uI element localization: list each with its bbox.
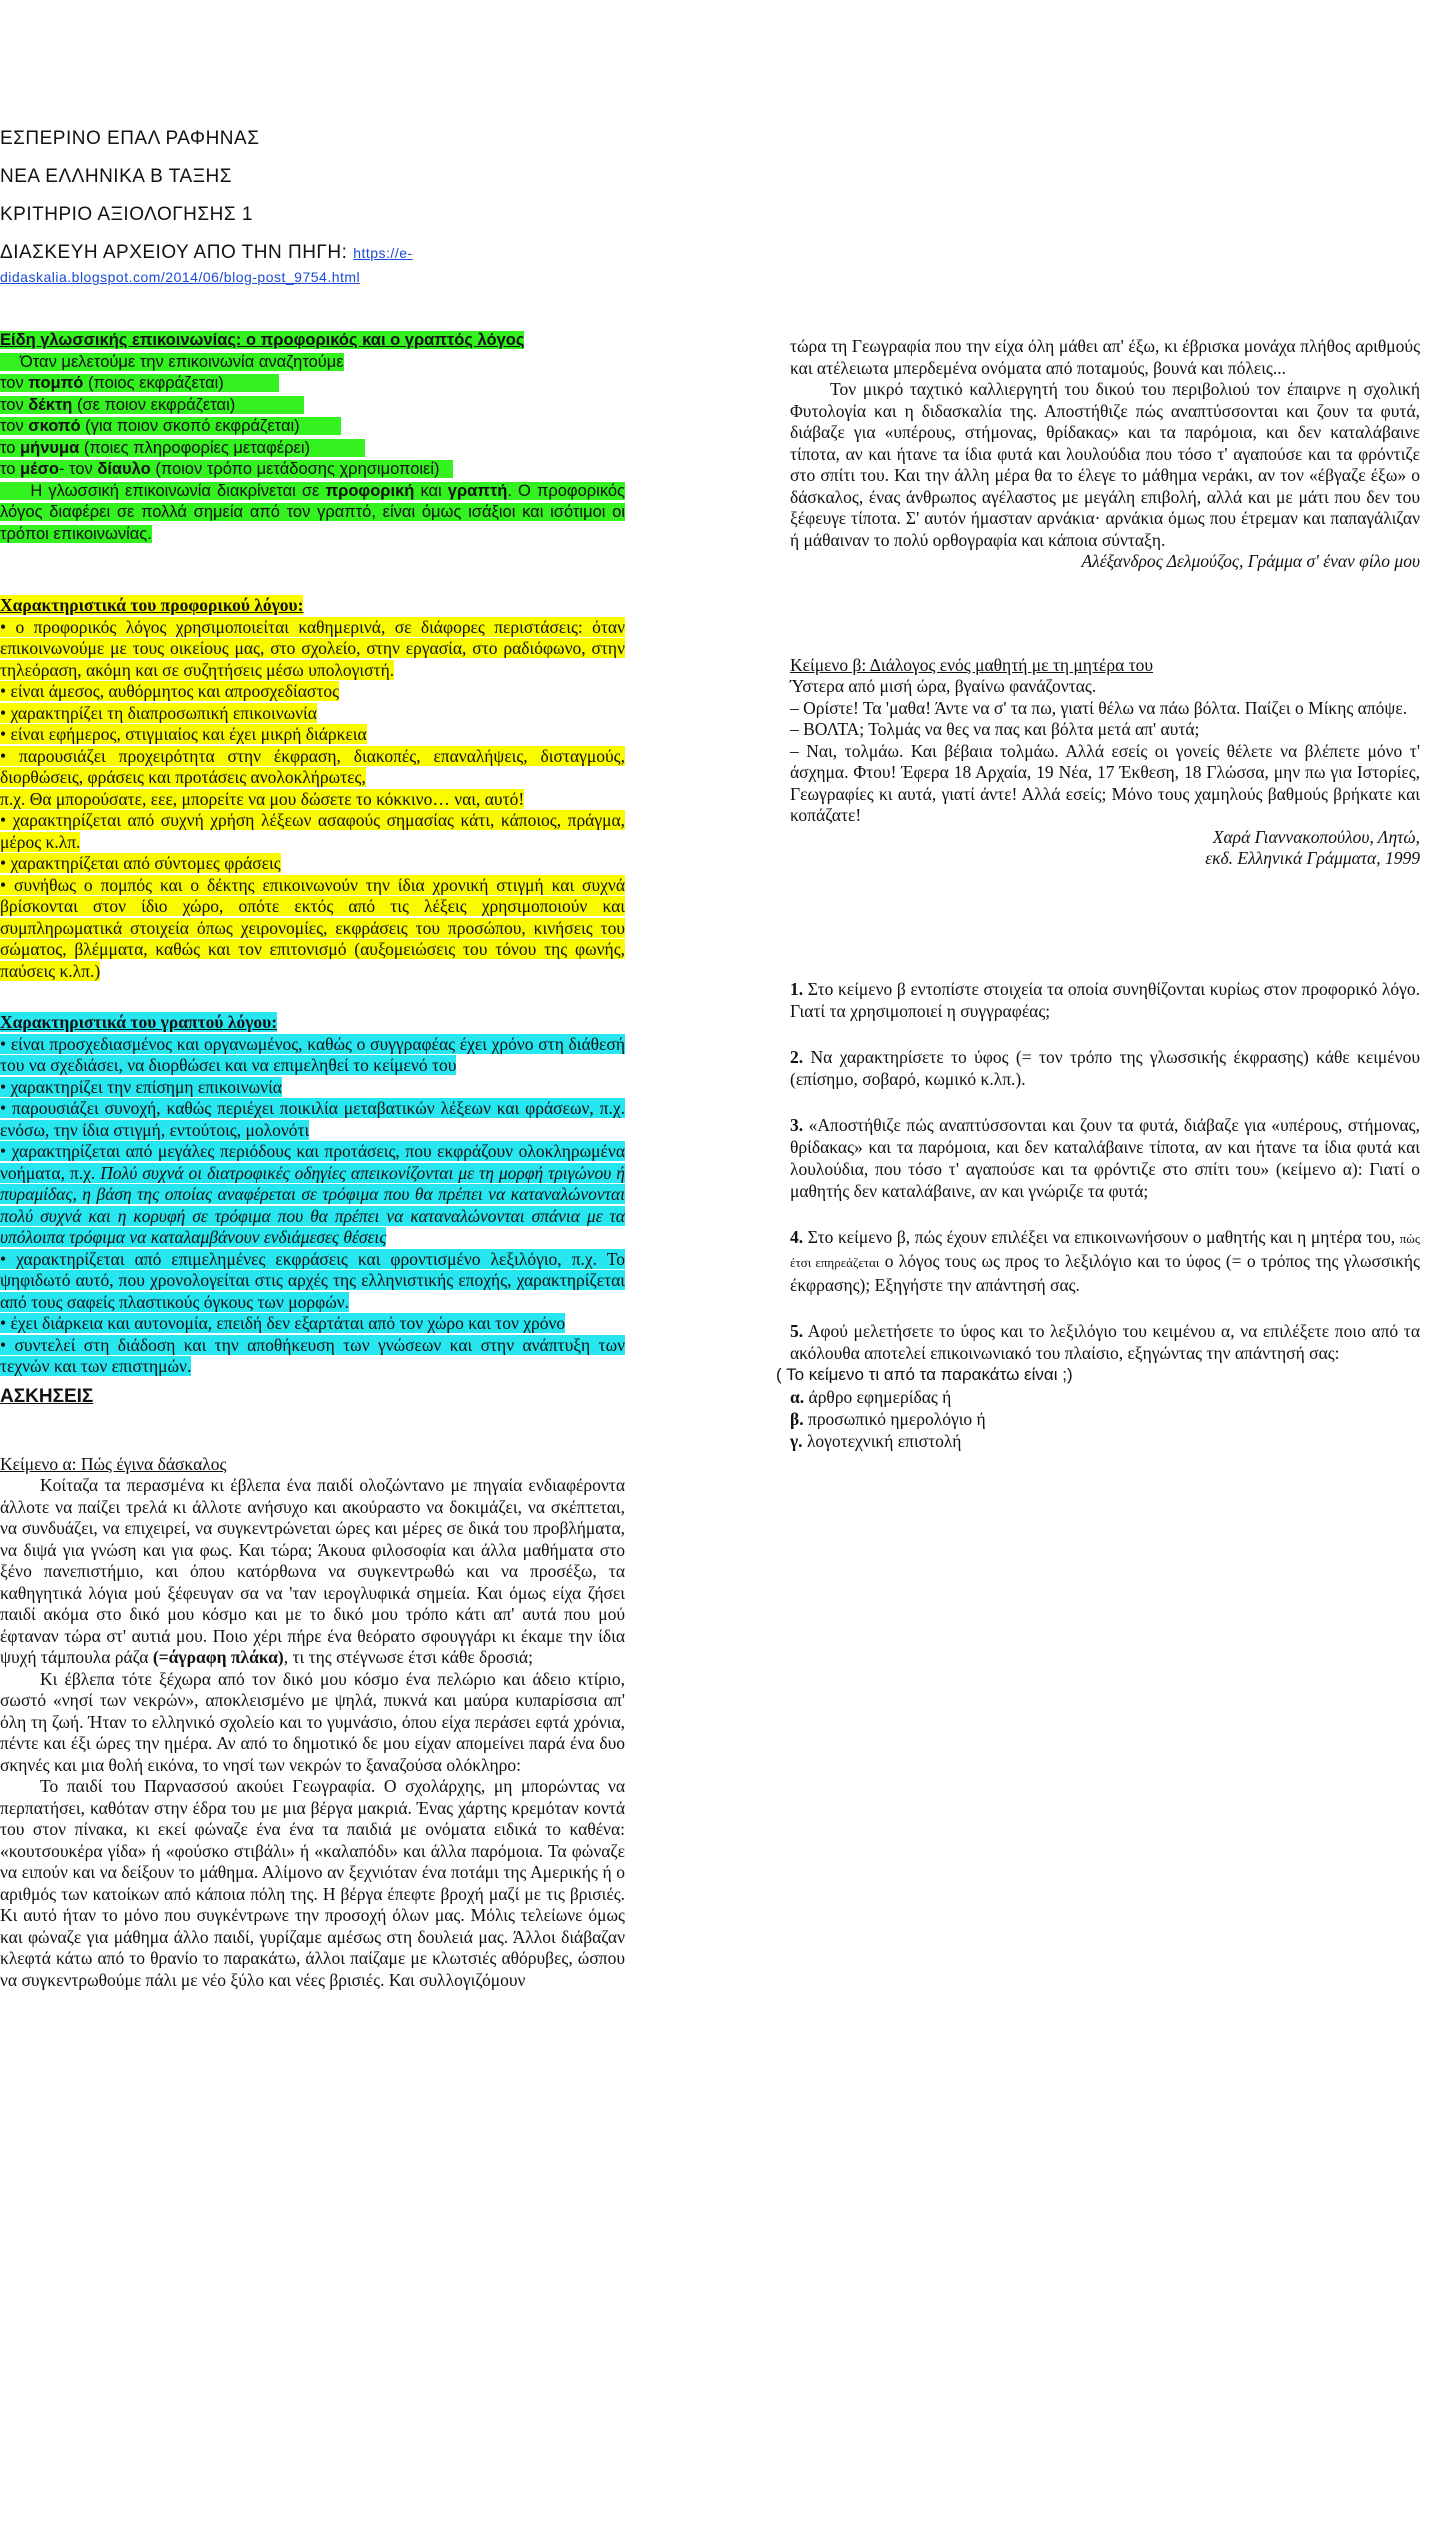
text-b-title: Κείμενο β: Διάλογος ενός μαθητή με τη μητέρα του [790, 654, 1154, 675]
written-item: • χαρακτηρίζει την επίσημη επικοινωνία [0, 1076, 282, 1097]
source-line [0, 242, 760, 264]
oral-item: • ο προφορικός λόγος χρησιμοποιείται καθημερινά, σε διάφορες περιστάσεις: όταν επικοινωνούμε με τους οικείους μας, στο σχολείο, στην εργασία, στο ραδιόφωνο, στην τηλεόραση, ακόμη και σε συζητήσεις μέσω υπολογιστή. [0, 616, 625, 680]
text-a-author: Αλέξανδρος Δελμούζος, Γράμμα σ' έναν φίλο μου [1081, 551, 1420, 571]
dialogue-line: – Ναι, τολμάω. Και βέβαια τολμάω. Αλλά εσείς οι γονείς θέλετε να βλέπετε μόνο τ' άσχημα. Φτου! Έφερα 18 Αρχαία, 19 Νέα, 17 Έκθεση, 18 Γλώσσα, μην πω για Ιστορίες, Γεωγραφίες κι αυτά, γιατί άντε! Αλλά εσείς; Μόνο τους χαμηλούς βαθμούς βρήκατε και κοπάζατε! [790, 740, 1420, 825]
oral-item: • παρουσιάζει προχειρότητα στην έκφραση, διακοπές, επαναλήψεις, δισταγμούς, διορθώσεις, φράσεις και προτάσεις ανολοκλήρωτες, [0, 745, 625, 787]
yellow-section [0, 595, 625, 982]
green-line-skopos: τον σκοπό (για ποιον σκοπό εκφράζεται) [0, 417, 341, 435]
source-link-cont [0, 266, 760, 288]
test-title: ΚΡΙΤΗΡΙΟ ΑΞΙΟΛΟΓΗΣΗΣ 1 [0, 204, 253, 225]
question-3: 3. «Αποστήθιζε πώς αναπτύσσονται και ζουν τα φυτά, διάβαζε για «υπέρους, στήμονας, θρίδακας» και τα παρόμοια, και δεν καταλάβαινε τίποτα, αν και ήτανε τα ίδια φυτά και λουλούδια, που τόσο τ' αγαπούσε και τα φρόντιζε στο σπίτι του» (κείμενο α): Γιατί ο μαθητής δεν καταλάβαινε, αν και γνώριζε τα φυτά; [790, 1114, 1420, 1201]
oral-item: • συνήθως ο πομπός και ο δέκτης επικοινωνούν την ίδια χρονική στιγμή και συχνά βρίσκονται στον ίδιο χώρο, οπότε εκτός από τις λέξεις χρησιμοποιούν και συμπληρωματικά στοιχεία όπως χειρονομίες, εκφράσεις του προσώπου, κινήσεις του σώματος, βλέμματα, καθώς και τον επιτονισμό (αυξομειώσεις του τόνου της φωνής, παύσεις κ.λπ.) [0, 874, 625, 981]
text-a-paragraph-3: Το παιδί του Παρνασσού ακούει Γεωγραφία. Ο σχολάρχης, μη μπορώντας να περπατήσει, καθόταν στην έδρα του με μια βέργα μακριά. Ένας χάρτης κρεμόταν κοντά του στον πίνακα, κι εκεί φώναζε ένα ένα τα παιδιά με ονόματα ειδικά το καθένα: «κουτσουκέρα γίδα» ή «φούσκο στιβάλι» ή «καλαπόδι» και άλλα παρόμοια. Τα φώναζε να ειπούν και να δείξουν το μάθημα. Αλίμονο αν ξεχνιόταν ένα ποτάμι της Αμερικής ή ο αριθμός των κατοίκων από κάποια πόλη της. Η βέργα έπεφτε βροχή μαζί με τις βρισιές. Κι αυτό ήταν το μόνο που συγκέντρωνε την προσοχή όλων μας. Μόλις τελείωνε όμως και φώναζε για μάθημα άλλο παιδί, γυρίζαμε αμέσως στη δουλειά μας. Άλλοι διάβαζαν κλεφτά κάτω από το θρανίο το παρακάτω, άλλοι παίζαμε με κλωτσιές αθόρυβες, ώσπου να συγκεντρωθούμε πάλι με νέο ξύλο και νέες βρισιές. Και συλλογιζόμουν [0, 1776, 625, 1990]
option-a: α. άρθρο εφημερίδας ή [790, 1386, 952, 1407]
text-b-publisher: εκδ. Ελληνικά Γράμματα, 1999 [1205, 848, 1420, 868]
question-5: 5. Αφού μελετήσετε το ύφος και το λεξιλόγιο του κειμένου α, να επιλέξετε ποιο από τα ακόλουθα αποτελεί επικοινωνιακό του πλαίσιο, εξηγώντας την απάντησή σας: [790, 1320, 1420, 1363]
question-2: 2. Να χαρακτηρίσετε το ύφος (= τον τρόπο της γλωσσικής έκφρασης) κάθε κειμένου (επίσημο, σοβαρό, κωμικό κ.λπ.). [790, 1046, 1420, 1089]
right-column [776, 336, 1420, 1452]
question-5-hint: ( Το κείμενο τι από τα παρακάτω είναι ;) [776, 1364, 1073, 1384]
text-a-paragraph-2: Κι έβλεπα τότε ξέχωρα από τον δικό μου κόσμο ένα πελώριο και άδειο κτίριο, σωστό «νησί των νεκρών», αποκλεισμένο με ψηλά, πυκνά και μαύρα κυπαρίσσια απ' όλη τη ζωή. Ήταν το ελληνικό σχολείο και το γυμνάσιο, όπου είχα περάσει εφτά χρόνια, πέντε και έξι ώρες την ημέρα. Αν από το δημοτικό δε μου είχαν απομείνει παρά ένα δυο σκηνές και μια θολή εικόνα, το νησί των νεκρών το ξαναζούσα ολόκληρο: [0, 1668, 625, 1775]
cyan-section [0, 1012, 625, 1378]
written-item: • χαρακτηρίζεται από μεγάλες περιόδους και προτάσεις, που εκφράζουν ολοκληρωμένα νοήματα, π.χ. Πολύ συχνά οι διατροφικές οδηγίες απεικονίζονται με τη μορφή τριγώνου ή πυραμίδας, η βάση της οποίας αναφέρεται σε τρόφιμα που θα πρέπει να καταναλώνονται πολύ συχνά και η κορυφή σε τρόφιμα που θα πρέπει να καταναλώνονται σπάνια με τα υπόλοιπα τρόφιμα να καταλαμβάνουν ενδιάμεσες θέσεις [0, 1141, 625, 1247]
green-line-dektis: τον δέκτη (σε ποιον εκφράζεται) [0, 396, 304, 414]
source-link[interactable]: https://e- [353, 245, 413, 261]
green-line-minyma: το μήνυμα (ποιες πληροφορίες μεταφέρει) [0, 439, 365, 457]
source-link-continued[interactable]: didaskalia.blogspot.com/2014/06/blog-post_9754.html [0, 269, 361, 285]
dialogue-line: – Ορίστε! Τα 'μαθα! Άντε να σ' τα πω, γιατί θέλω να πάω βόλτα. Παίζει ο Μίκης απόψε. [790, 697, 1408, 718]
green-paragraph: Η γλωσσική επικοινωνία διακρίνεται σε προφορική και γραπτή. Ο προφορικός λόγος διαφέρει σε πολλά σημεία από τον γραπτό, είναι όμως ισάξιοι και ισότιμοι οι τρόποι επικοινωνίας. [0, 481, 626, 543]
text-a-continued: τώρα τη Γεωγραφία που την είχα όλη μάθει απ' έξω, κι έβρισκα μονάχα πλήθος αριθμούς και ατέλειωτα μπερδεμένα ονόματα από ποταμούς, βουνά και πόλεις... [790, 336, 1420, 378]
written-item: • συντελεί στη διάδοση και την αποθήκευση των γνώσεων και στην ανάπτυξη των τεχνών και των επιστημών. [0, 1334, 625, 1376]
question-1: 1. Στο κείμενο β εντοπίστε στοιχεία τα οποία συνηθίζονται κυρίως στον προφορικό λόγο. Γιατί τα χρησιμοποιεί η συγγραφέας; [790, 978, 1420, 1021]
written-item: • χαρακτηρίζεται από επιμελημένες εκφράσεις και φροντισμένο λεξιλόγιο, π.χ. Το ψηφιδωτό αυτό, που χρονολογείται στις αρχές της ελληνιστικής εποχής, χαρακτηρίζεται από τους σαφείς πλαστικούς όγκους των μορφών. [0, 1248, 625, 1312]
oral-item: • είναι εφήμερος, στιγμιαίος και έχει μικρή διάρκεια [0, 724, 367, 744]
oral-item: • χαρακτηρίζεται από συχνή χρήση λέξεων ασαφούς σημασίας κάτι, κάποιος, πράγμα, μέρος κ.λπ. [0, 810, 625, 852]
text-a-paragraph-1: Κοίταζα τα περασμένα κι έβλεπα ένα παιδί ολοζώντανο με πηγαία ενδιαφέροντα άλλοτε να παίζει τρελά κι άλλοτε ανήσυχο και ακούραστο να δοκιμάζει, να σκέπτεται, να συνδυάζει, να επιχειρεί, να συγκεντρώνεται ώρες και μέρες σε δικά του προβλήματα, να διψά για γνώση και για φως. Και τώρα; Άκουα φιλοσοφία και άλλα μαθήματα στο ξένο πανεπιστήμιο, και όπου κατόρθωνα να συγκεντρωθώ και να προσέξω, τα καθηγητικά λόγια μού ξέφευγαν σα να 'ταν ιερογλυφικά σημεία. Και όμως είχα ζήσει παιδί ακόμα στο δικό μου κόσμο και με το δικό μου τρόπο κάτι απ' αυτά που μού έφταναν τώρα στ' αυτιά μου. Ποιο χέρι πήρε ένα θεόρατο σφουγγάρι κι έκαμε την ίδια ψυχή τάμπουλα ράζα (=άγραφη πλάκα), τι της στέγνωσε έτσι κάθε δροσιά; [0, 1475, 625, 1667]
oral-item: • χαρακτηρίζεται από σύντομες φράσεις [0, 853, 281, 873]
oral-item: • χαρακτηρίζει τη διαπροσωπική επικοινωνία [0, 702, 317, 723]
course-title: ΝΕΑ ΕΛΛΗΝΙΚΑ Β ΤΑΞΗΣ [0, 166, 232, 187]
green-intro: Όταν μελετούμε την επικοινωνία αναζητούμε [0, 353, 344, 371]
green-title: Είδη γλωσσικής επικοινωνίας: ο προφορικός και ο γραπτός λόγος [0, 331, 525, 349]
green-section [0, 330, 625, 545]
cyan-title: Χαρακτηριστικά του γραπτού λόγου: [0, 1012, 278, 1032]
oral-item: • είναι άμεσος, αυθόρμητος και απροσχεδίαστος [0, 681, 340, 701]
exercises-heading: ΑΣΚΗΣΕΙΣ [0, 1385, 94, 1407]
yellow-title: Χαρακτηριστικά του προφορικού λόγου: [0, 595, 304, 615]
text-b-author: Χαρά Γιαννακοπούλου, Λητώ, [1212, 826, 1420, 847]
question-4: 4. Στο κείμενο β, πώς έχουν επιλέξει να επικοινωνήσουν ο μαθητής και η μητέρα του, πώς έτσι επηρεάζεται ο λόγος τους ως προς το λεξιλόγιο και το ύφος (= ο τρόπος της γλωσσικής έκφρασης); Εξηγήστε την απάντησή σας. [790, 1226, 1420, 1295]
option-c: γ. λογοτεχνική επιστολή [790, 1430, 962, 1451]
school-name: ΕΣΠΕΡΙΝΟ ΕΠΑΛ ΡΑΦΗΝΑΣ [0, 128, 260, 149]
option-b: β. προσωπικό ημερολόγιο ή [790, 1408, 986, 1429]
written-item: • είναι προσχεδιασμένος και οργανωμένος, καθώς ο συγγραφέας έχει χρόνο στη διάθεσή του να σχεδιάσει, να διορθώσει και να επιμεληθεί το κείμενό του [0, 1033, 625, 1075]
dialogue-line: – ΒΟΛΤΑ; Τολμάς να θες να πας και βόλτα μετά απ' αυτά; [790, 719, 1200, 739]
dialogue-line: Ύστερα από μισή ώρα, βγαίνω φανάζοντας. [790, 676, 1097, 696]
written-item: • παρουσιάζει συνοχή, καθώς περιέχει ποικιλία μεταβατικών λέξεων και φράσεων, π.χ. ενόσω, την ίδια στιγμή, εντούτοις, μολονότι [0, 1098, 625, 1140]
text-a-title: Κείμενο α: Πώς έγινα δάσκαλος [0, 1453, 227, 1474]
text-b [790, 655, 1420, 870]
source-label: ΔΙΑΣΚΕΥΗ ΑΡΧΕΙΟΥ ΑΠΟ ΤΗΝ ΠΗΓΗ: [0, 242, 348, 263]
written-item: • έχει διάρκεια και αυτονομία, επειδή δεν εξαρτάται από τον χώρο και τον χρόνο [0, 1313, 566, 1333]
green-line-meso: το μέσο- τον δίαυλο (ποιον τρόπο μετάδοσης χρησιμοποιεί) [0, 460, 453, 478]
left-column [0, 330, 625, 1991]
text-a-continued-2: Τον μικρό ταχτικό καλλιεργητή του δικού του περιβολιού τον έπαιρνε η σχολική Φυτολογία και η διδασκαλία της. Αποστήθιζε πώς αναπτύσσονται και ζουν τα φυτά, διάβαζε για «υπέρους, στήμονας, θρίδακας» και τα παρόμοια, και δεν καταλάβαινε τίποτα, αν και ήτανε τα ίδια φυτά και λουλούδια που τόσο τ' αγαπούσε και τα φρόντιζε στο σπίτι του. Και την άλλη μέρα θα το έλεγε το μάθημα νεράκι, αν τον «έβγαζε έξω» ο δάσκαλος, ένας άνθρωπος αγέλαστος με μεγάλη επιβολή, αλλά και με μάτι που δεν του ξέφευγε τίποτα. Σ' αυτόν ήμασταν αρνάκια· αρνάκια όμως που έτρεμαν και παπαγάλιζαν ή μάθαιναν το πολύ ορθογραφία και κάποια σύνταξη. [790, 379, 1420, 550]
text-a [0, 1454, 625, 1992]
questions [776, 978, 1420, 1452]
green-line-pompos: τον πομπό (ποιος εκφράζεται) [0, 374, 279, 392]
oral-item: π.χ. Θα μπορούσατε, εεε, μπορείτε να μου δώσετε το κόκκινο… ναι, αυτό! [0, 788, 525, 809]
